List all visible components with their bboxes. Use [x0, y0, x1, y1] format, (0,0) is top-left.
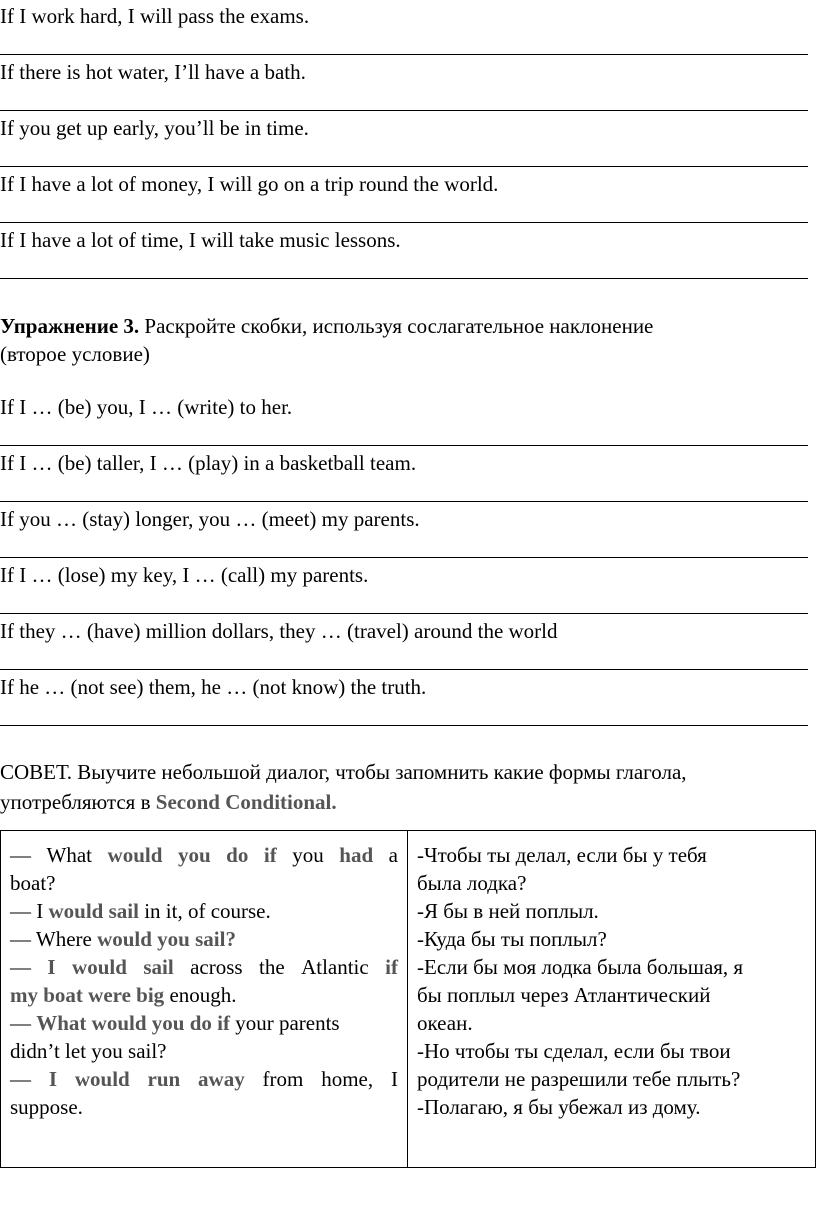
exercise3-sentence-6: If he … (not see) them, he … (not know) the truth.	[0, 675, 427, 699]
dialog-line-ru: бы поплыл через Атлантический	[417, 983, 711, 1007]
second-conditional-term: Second Conditional.	[155, 790, 337, 814]
exercise3-sentence-2: If I … (be) taller, I … (play) in a basketball team.	[0, 451, 417, 475]
exercise3-sentence-5: If they … (have) million dollars, they … (travel) around the world	[0, 619, 558, 643]
advice-text-cont: употребляются в Second Conditional.	[0, 790, 337, 814]
dialog-english-cell	[10, 841, 398, 1121]
exercise3-sentence-1: If I … (be) you, I … (write) to her.	[0, 395, 293, 419]
exercise2-sentence-4: If I have a lot of money, I will go on a trip round the world.	[0, 172, 499, 196]
answer-line	[0, 669, 808, 670]
dialog-line-ru: -Куда бы ты поплыл?	[417, 927, 607, 951]
dialog-line-ru: -Я бы в ней поплыл.	[417, 899, 599, 923]
answer-line	[0, 613, 808, 614]
answer-line	[0, 222, 808, 223]
dialog-table	[0, 830, 816, 1168]
exercise2-sentence-3: If you get up early, you’ll be in time.	[0, 116, 309, 140]
table-divider	[407, 831, 408, 1167]
dialog-line-ru: -Полагаю, я бы убежал из дому.	[417, 1095, 701, 1119]
exercise3-sentence-4: If I … (lose) my key, I … (call) my parents.	[0, 563, 369, 587]
answer-line	[0, 166, 808, 167]
dialog-line-ru: была лодка?	[417, 871, 527, 895]
exercise3-heading	[0, 314, 808, 338]
dialog-russian-cell	[417, 841, 811, 1121]
dialog-line: — I would run away from home, I	[10, 1067, 398, 1091]
exercise2-sentence-5: If I have a lot of time, I will take music lessons.	[0, 228, 401, 252]
dialog-line: suppose.	[10, 1095, 83, 1119]
dialog-line: — What would you do if your parents	[10, 1011, 340, 1035]
advice-text: СОВЕТ. Выучите небольшой диалог, чтобы запомнить какие формы глагола,	[0, 760, 687, 784]
exercise3-instruction: Раскройте скобки, используя сослагательное наклонение	[144, 314, 654, 338]
dialog-line-ru: океан.	[417, 1011, 473, 1035]
dialog-line: — I would sail in it, of course.	[10, 899, 271, 923]
exercise3-sentence-3: If you … (stay) longer, you … (meet) my parents.	[0, 507, 420, 531]
answer-line	[0, 54, 808, 55]
dialog-line-ru: -Чтобы ты делал, если бы у тебя	[417, 843, 707, 867]
dialog-line-ru: -Если бы моя лодка была большая, я	[417, 955, 744, 979]
answer-line	[0, 557, 808, 558]
exercise2-sentence-1: If I work hard, I will pass the exams.	[0, 4, 310, 28]
dialog-line: — What would you do if you had a	[10, 843, 398, 867]
answer-line	[0, 110, 808, 111]
dialog-line: boat?	[10, 871, 56, 895]
answer-line	[0, 501, 808, 502]
dialog-line: didn’t let you sail?	[10, 1039, 167, 1063]
exercise3-title: Упражнение 3.	[0, 314, 140, 338]
dialog-line-ru: родители не разрешили тебе плыть?	[417, 1067, 741, 1091]
answer-line	[0, 725, 808, 726]
dialog-line: — I would sail across the Atlantic if	[10, 955, 398, 979]
dialog-line-ru: -Но чтобы ты сделал, если бы твои	[417, 1039, 731, 1063]
answer-line	[0, 445, 808, 446]
exercise2-sentence-2: If there is hot water, I’ll have a bath.	[0, 60, 306, 84]
exercise3-instruction-cont: (второе условие)	[0, 342, 150, 366]
answer-line	[0, 278, 808, 279]
dialog-line: my boat were big enough.	[10, 983, 237, 1007]
dialog-line: — Where would you sail?	[10, 927, 236, 951]
